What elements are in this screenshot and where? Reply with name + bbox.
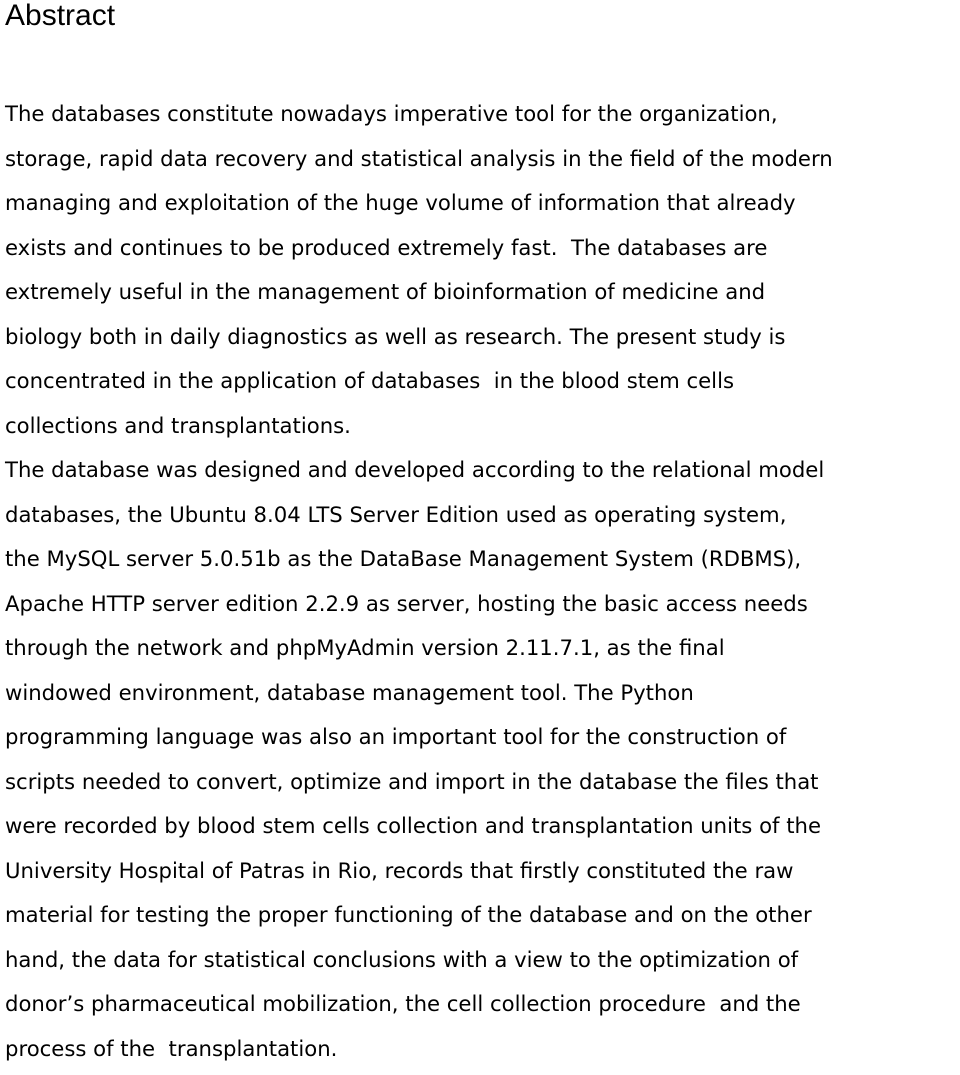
text-line: biology both in daily diagnostics as well as research. The present study is — [5, 319, 955, 364]
text-line: managing and exploitation of the huge volume of information that already — [5, 185, 955, 230]
text-line: scripts needed to convert, optimize and import in the database the files that — [5, 764, 955, 809]
text-line: hand, the data for statistical conclusions with a view to the optimization of — [5, 942, 955, 987]
text-line: exists and continues to be produced extremely fast. The databases are — [5, 230, 955, 275]
text-line: databases, the Ubuntu 8.04 LTS Server Edition used as operating system, — [5, 497, 955, 542]
abstract-heading: Abstract — [5, 1, 115, 31]
text-line: process of the transplantation. — [5, 1031, 955, 1075]
text-line: extremely useful in the management of bioinformation of medicine and — [5, 274, 955, 319]
text-line: University Hospital of Patras in Rio, records that firstly constituted the raw — [5, 853, 955, 898]
text-line: through the network and phpMyAdmin version 2.11.7.1, as the final — [5, 630, 955, 675]
text-line: Apache HTTP server edition 2.2.9 as server, hosting the basic access needs — [5, 586, 955, 631]
text-line: material for testing the proper functioning of the database and on the other — [5, 897, 955, 942]
text-line: the MySQL server 5.0.51b as the DataBase Management System (RDBMS), — [5, 541, 955, 586]
text-line: concentrated in the application of databases in the blood stem cells — [5, 363, 955, 408]
text-line: were recorded by blood stem cells collection and transplantation units of the — [5, 808, 955, 853]
text-line: The database was designed and developed according to the relational model — [5, 452, 955, 497]
abstract-body — [5, 96, 955, 1075]
text-line: collections and transplantations. — [5, 408, 955, 453]
text-line: storage, rapid data recovery and statistical analysis in the field of the modern — [5, 141, 955, 186]
text-line: programming language was also an important tool for the construction of — [5, 719, 955, 764]
text-line: windowed environment, database management tool. The Python — [5, 675, 955, 720]
text-line: donor’s pharmaceutical mobilization, the cell collection procedure and the — [5, 986, 955, 1031]
text-line: The databases constitute nowadays imperative tool for the organization, — [5, 96, 955, 141]
